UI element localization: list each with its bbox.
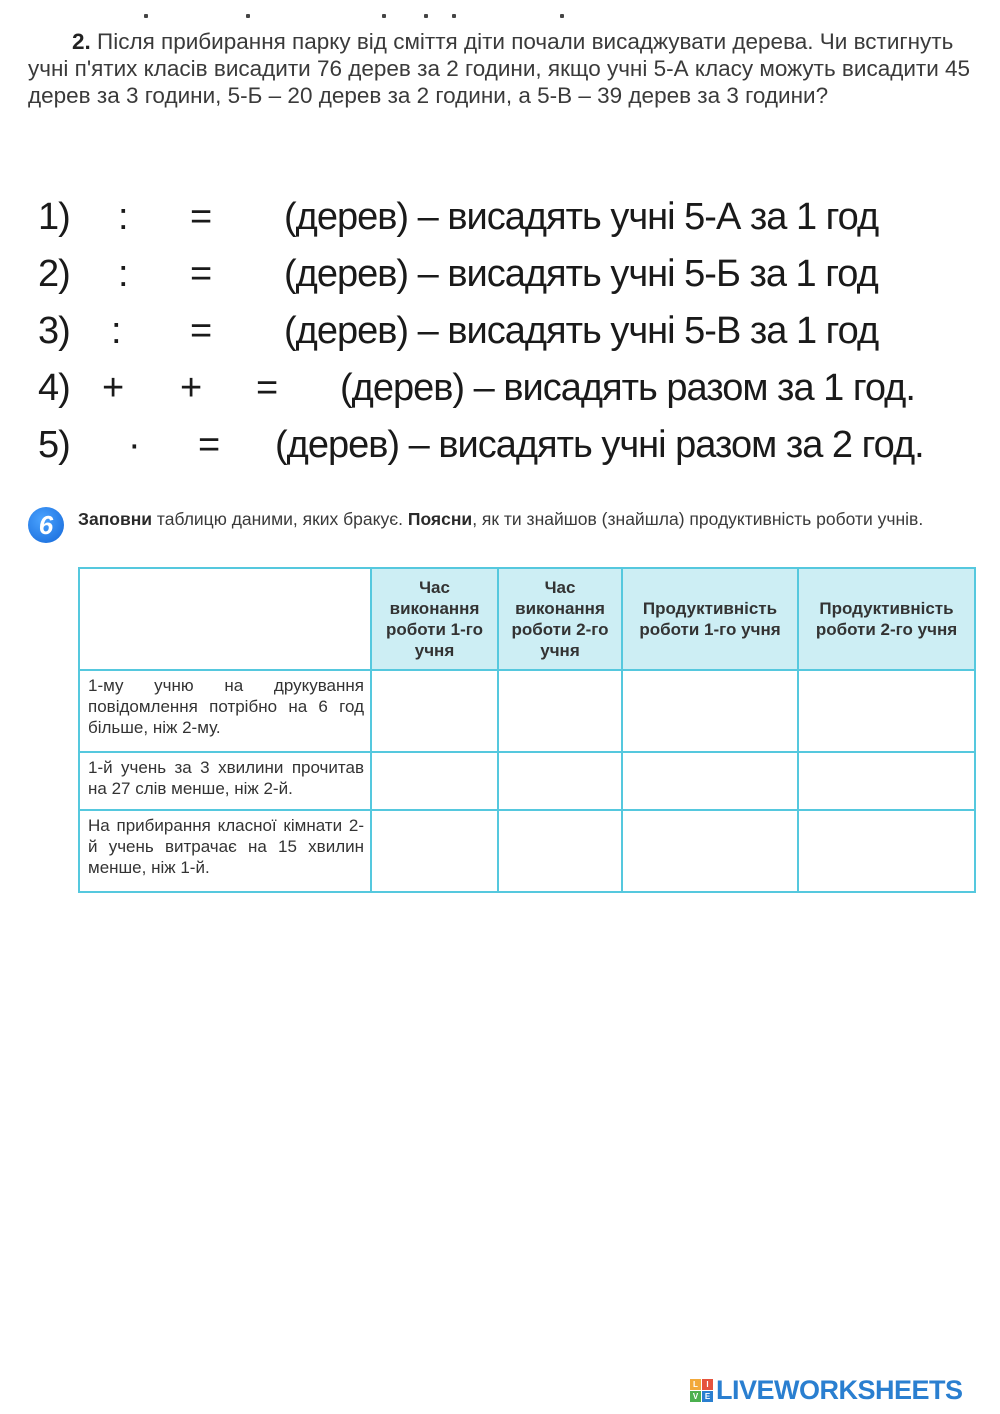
- column-header: Продуктивність роботи 1-го учня: [622, 568, 798, 670]
- answer-cell[interactable]: [622, 810, 798, 892]
- table-header-row: [79, 568, 975, 670]
- problem-text: Після прибирання парку від сміття діти почали висаджувати дерева. Чи встигнуть учні п'ятих класів висадити 76 дерев за 2 години, якщо учні 5-А класу можуть висадити 45 дерев за 3 години, 5-Б – 20 дерев за 2 години, а 5-В – 39 дерев за 3 години?: [28, 29, 971, 108]
- logo-mark-letter: L: [690, 1379, 701, 1390]
- step-number: 1): [38, 196, 70, 238]
- top-edge-marks: [140, 14, 580, 20]
- liveworksheets-logo-icon: [690, 1379, 713, 1402]
- step-2: [38, 249, 978, 306]
- step-number: 4): [38, 367, 70, 409]
- step-5: [38, 420, 978, 477]
- table-corner-cell: [79, 568, 371, 670]
- step-operator: :: [118, 196, 128, 238]
- table-row: [79, 752, 975, 810]
- step-1: [38, 192, 978, 249]
- instruction-text: , як ти знайшов (знайшла) продуктивність роботи учнів.: [472, 509, 924, 529]
- answer-cell[interactable]: [798, 752, 975, 810]
- answer-cell[interactable]: [498, 752, 622, 810]
- instruction-verb: Заповни: [78, 509, 153, 529]
- answer-cell[interactable]: [498, 670, 622, 752]
- answer-cell[interactable]: [798, 810, 975, 892]
- row-label: 1-й учень за 3 хвилини прочитав на 27 слів менше, ніж 2-й.: [79, 752, 371, 810]
- column-header: Час виконання роботи 2-го учня: [498, 568, 622, 670]
- row-label: 1-му учню на друкування повідомлення потрібно на 6 год більше, ніж 2-му.: [79, 670, 371, 752]
- step-text: (дерев) – висадять учні 5-А за 1 год: [284, 196, 879, 238]
- task-6-instructions: [78, 509, 978, 529]
- solution-steps: [38, 192, 978, 477]
- answer-cell[interactable]: [798, 670, 975, 752]
- step-equals: =: [190, 310, 212, 352]
- step-equals: =: [256, 367, 278, 409]
- table-row: [79, 810, 975, 892]
- logo-mark-letter: V: [690, 1391, 701, 1402]
- logo-wordmark: LIVEWORKSHEETS: [716, 1374, 963, 1405]
- liveworksheets-logo: [690, 1374, 963, 1406]
- instruction-text: таблицю даними, яких бракує.: [152, 509, 408, 529]
- step-operator: +: [180, 367, 202, 409]
- answer-cell[interactable]: [371, 670, 498, 752]
- step-4: [38, 363, 978, 420]
- step-number: 5): [38, 424, 70, 466]
- step-operator: ·: [128, 424, 140, 466]
- table-row: [79, 670, 975, 752]
- answer-cell[interactable]: [498, 810, 622, 892]
- step-3: [38, 306, 978, 363]
- row-label: На прибирання класної кімнати 2-й учень витрачає на 15 хвилин менше, ніж 1-й.: [79, 810, 371, 892]
- answer-cell[interactable]: [371, 752, 498, 810]
- instruction-verb: Поясни: [407, 509, 473, 529]
- task-number-badge: 6: [28, 507, 64, 543]
- answer-cell[interactable]: [371, 810, 498, 892]
- answer-cell[interactable]: [622, 670, 798, 752]
- step-equals: =: [190, 196, 212, 238]
- step-number: 3): [38, 310, 70, 352]
- logo-mark-letter: E: [702, 1391, 713, 1402]
- problem-number: 2.: [72, 29, 91, 54]
- step-operator: +: [102, 367, 124, 409]
- productivity-table: [78, 567, 976, 893]
- step-equals: =: [198, 424, 220, 466]
- step-equals: =: [190, 253, 212, 295]
- step-operator: :: [118, 253, 128, 295]
- step-text: (дерев) – висадять учні 5-Б за 1 год: [284, 253, 878, 295]
- step-operator: :: [111, 310, 121, 352]
- problem-statement: [28, 28, 974, 109]
- step-text: (дерев) – висадять учні разом за 2 год.: [275, 424, 924, 466]
- answer-cell[interactable]: [622, 752, 798, 810]
- step-number: 2): [38, 253, 70, 295]
- column-header: Продуктивність роботи 2-го учня: [798, 568, 975, 670]
- step-text: (дерев) – висадять учні 5-В за 1 год: [284, 310, 879, 352]
- logo-mark-letter: I: [702, 1379, 713, 1390]
- step-text: (дерев) – висадять разом за 1 год.: [340, 367, 915, 409]
- column-header: Час виконання роботи 1-го учня: [371, 568, 498, 670]
